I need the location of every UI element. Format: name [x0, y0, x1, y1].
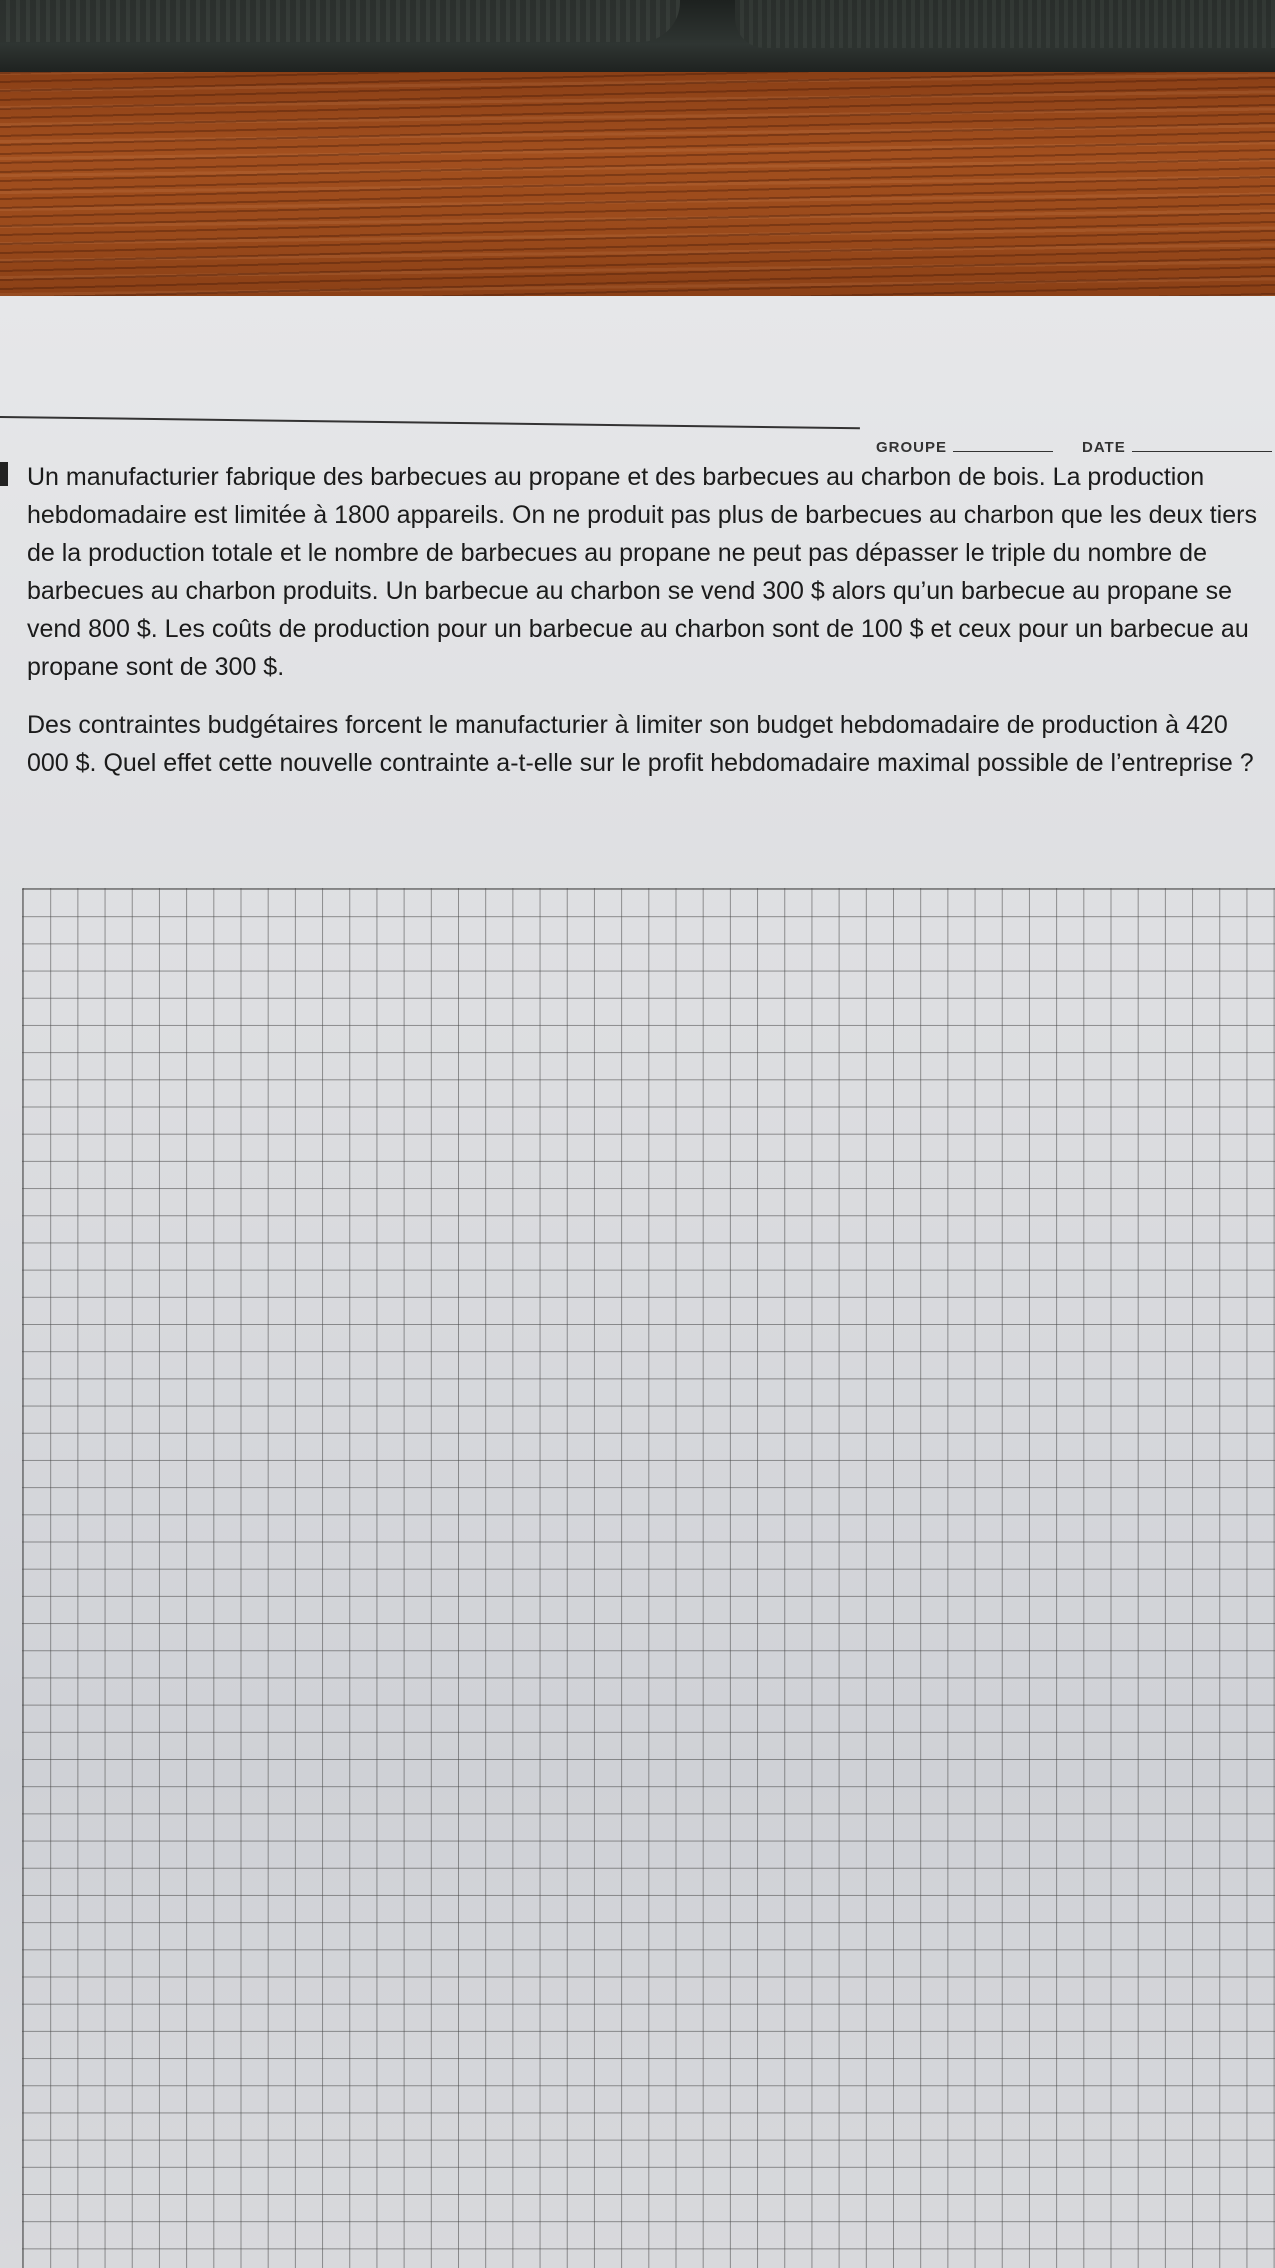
date-blank — [1132, 450, 1272, 452]
binder-ridge-left — [0, 0, 680, 42]
dark-binder-top — [0, 0, 1275, 80]
problem-paragraph-1: Un manufacturier fabrique des barbecues au propane et des barbecues au charbon de bois. La production hebdomadaire est limitée à 1800 appareils. On ne produit pas plus de barbecues au charbon que les deux tiers de la production totale et le nombre de barbecues au propane ne peut pas dépasser le triple du nombre de barbecues au charbon produits. Un barbecue au charbon se vend 300 $ alors qu’un barbecue au propane se vend 800 $. Les coûts de production pour un barbecue au charbon sont de 100 $ et ceux pour un barbecue au propane sont de 300 $. — [27, 463, 1257, 681]
question-marker — [0, 462, 8, 486]
groupe-blank — [953, 450, 1053, 452]
date-label: DATE — [1082, 439, 1126, 456]
groupe-field — [876, 439, 1053, 456]
binder-ridge-right — [735, 0, 1275, 48]
graph-paper-grid — [22, 888, 1275, 2268]
date-field — [1082, 439, 1272, 456]
problem-statement — [27, 458, 1267, 782]
groupe-label: GROUPE — [876, 439, 948, 456]
problem-paragraph-2: Des contraintes budgétaires forcent le manufacturier à limiter son budget hebdomadaire de production à 420 000 $. Quel effet cette nouvelle contrainte a-t-elle sur le profit hebdomadaire maximal possible de l’entreprise ? — [27, 711, 1254, 777]
